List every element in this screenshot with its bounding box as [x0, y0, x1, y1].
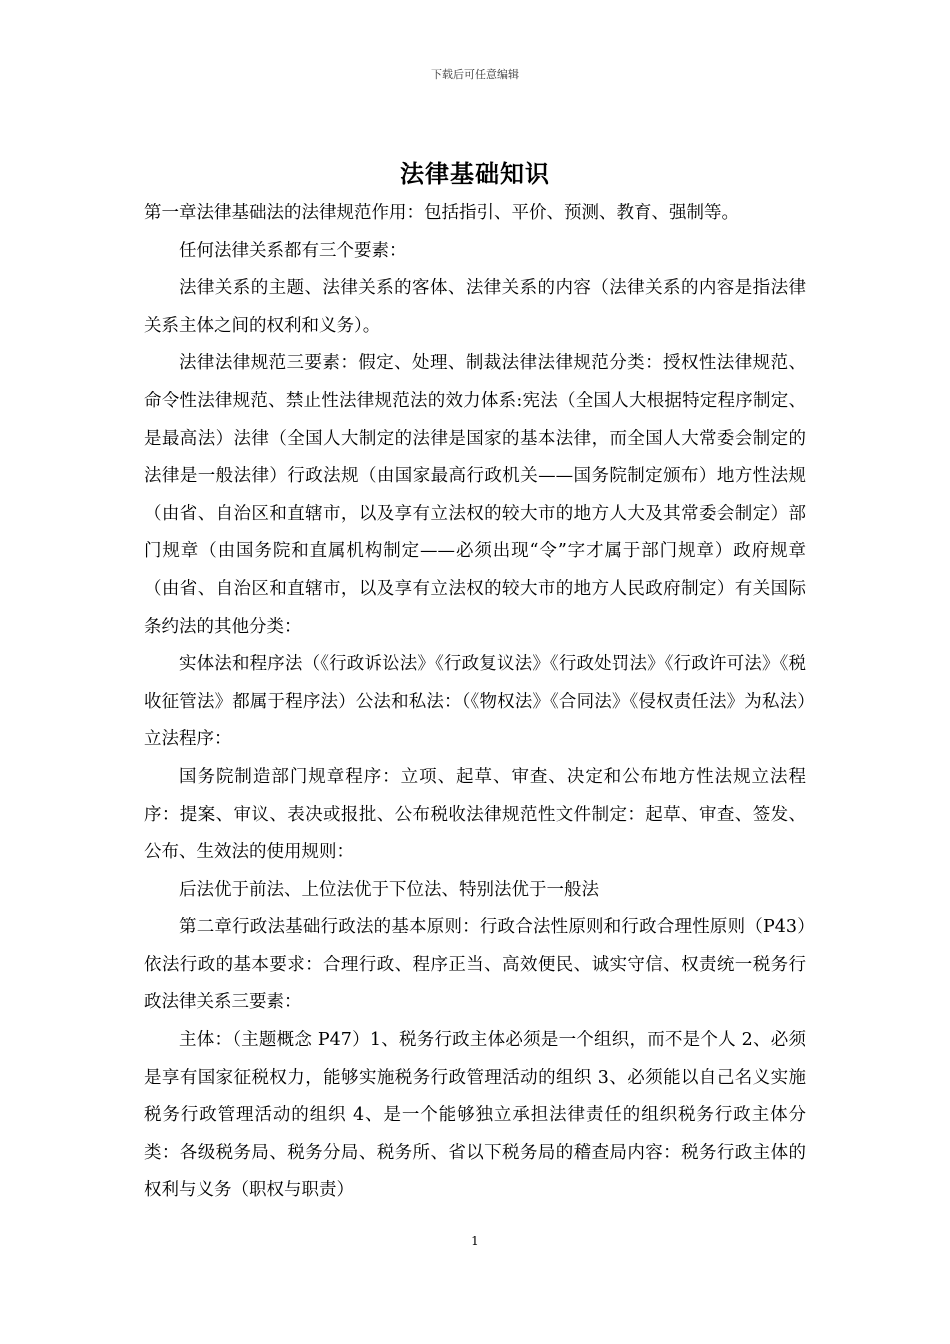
paragraph-1: 第一章法律基础法的法律规范作用：包括指引、平价、预测、教育、强制等。 — [144, 203, 739, 223]
document-title: 法律基础知识 — [400, 160, 550, 188]
paragraph-7: 后法优于前法、上位法优于下位法、特别法优于一般法 — [179, 879, 599, 900]
paragraph-5: 实体法和程序法（《行政诉讼法》《行政复议法》《行政处罚法》《行政许可法》《税收征管法》都属于程序法）公法和私法：（《物权法》《合同法》《侵权责任法》为私法）立法程序： — [144, 654, 806, 750]
paragraph-8: 第二章行政法基础行政法的基本原则：行政合法性原则和行政合理性原则（P43）依法行政的基本要求：合理行政、程序正当、高效便民、诚实守信、权责统一税务行政法律关系三要素： — [144, 917, 806, 1013]
document-body — [144, 195, 806, 1210]
page-header-note: 下载后可任意编辑 — [431, 68, 519, 81]
paragraph-2: 任何法律关系都有三个要素： — [179, 240, 407, 261]
page-number: 1 — [471, 1234, 479, 1248]
paragraph-9: 主体：（主题概念 P47）1、税务行政主体必须是一个组织，而不是个人 2、必须是享有国家征税权力，能够实施税务行政管理活动的组织 3、必须能以自己名义实施税务行政管理活动的组织 4、是一个能够独立承担法律责任的组织税务行政主体分类：各级税务局、税务分局、税务所、省以下税务局的稽查局内容：税务行政主体的权利与义务（职权与职责） — [144, 1030, 806, 1201]
paragraph-3: 法律关系的主题、法律关系的客体、法律关系的内容（法律关系的内容是指法律关系主体之间的权利和义务）。 — [144, 278, 806, 336]
paragraph-4: 法律法律规范三要素：假定、处理、制裁法律法律规范分类：授权性法律规范、命令性法律规范、禁止性法律规范法的效力体系:宪法（全国人大根据特定程序制定、是最高法）法律（全国人大制定的法律是国家的基本法律，而全国人大常委会制定的法律是一般法律）行政法规（由国家最高行政机关——国务院制定颁布）地方性法规（由省、自治区和直辖市，以及享有立法权的较大市的地方人大及其常委会制定）部门规章（由国务院和直属机构制定——必须出现“令”字才属于部门规章）政府规章（由省、自治区和直辖市，以及享有立法权的较大市的地方人民政府制定）有关国际条约法的其他分类： — [144, 353, 806, 637]
paragraph-6: 国务院制造部门规章程序：立项、起草、审查、决定和公布地方性法规立法程序：提案、审议、表决或报批、公布税收法律规范性文件制定：起草、审查、签发、公布、生效法的使用规则： — [144, 766, 806, 863]
